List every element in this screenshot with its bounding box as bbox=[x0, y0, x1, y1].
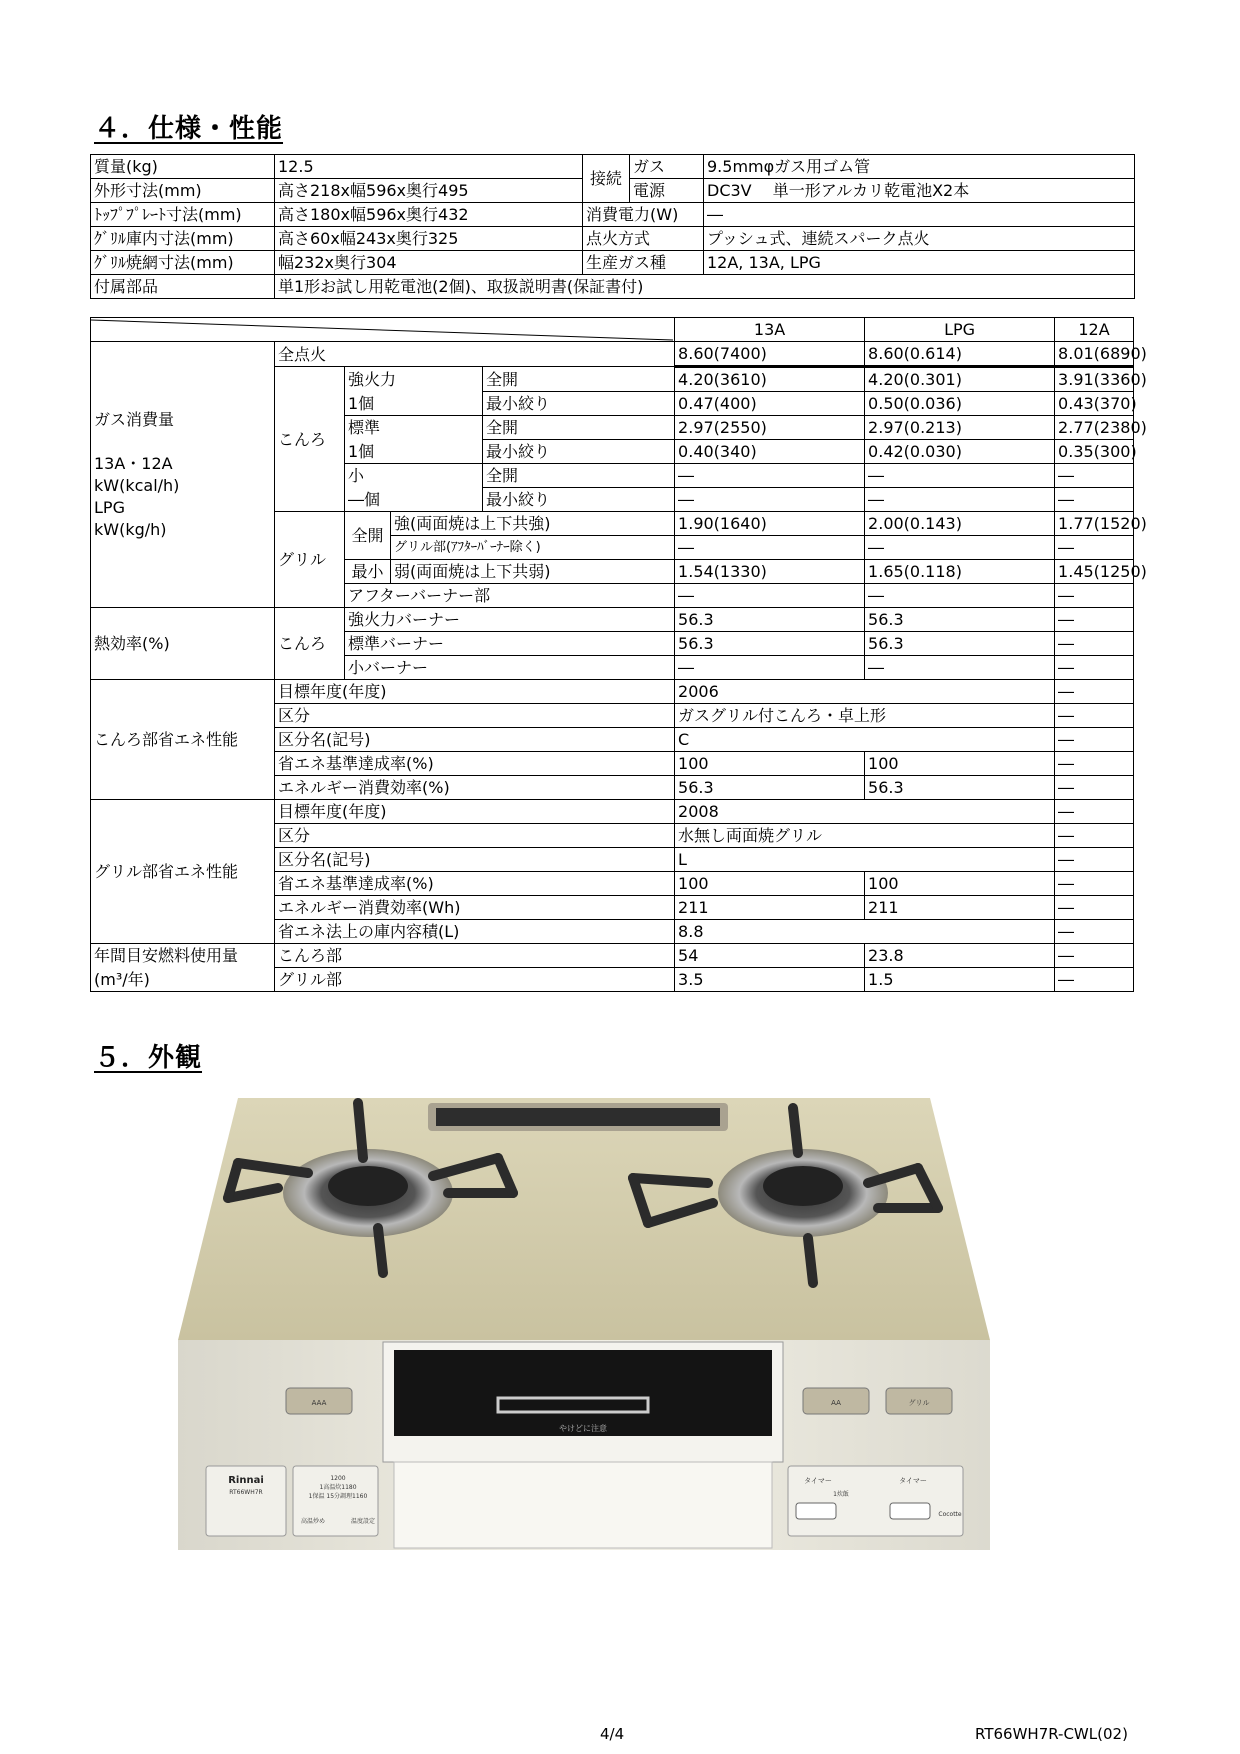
cell: ― bbox=[1055, 968, 1134, 992]
cell: ― bbox=[675, 536, 865, 560]
connection-label: 接続 bbox=[583, 155, 630, 203]
cell: ― bbox=[1055, 752, 1134, 776]
cocotte-logo: Cocotte bbox=[938, 1511, 962, 1518]
cell: 56.3 bbox=[675, 632, 865, 656]
row-name: 目標年度(年度) bbox=[275, 680, 675, 704]
cell: ― bbox=[1055, 920, 1134, 944]
vent-grate bbox=[436, 1108, 720, 1126]
cell: ― bbox=[865, 488, 1055, 512]
diagonal-line bbox=[91, 318, 673, 342]
row-name: グリル部 bbox=[275, 968, 675, 992]
grill-weak-label: 弱(両面焼は上下共弱) bbox=[391, 560, 675, 584]
gas-type-value: 12A, 13A, LPG bbox=[704, 251, 1135, 275]
cell: 1.54(1330) bbox=[675, 560, 865, 584]
grill-inner-label: ｸﾞﾘﾙ庫内寸法(mm) bbox=[91, 227, 275, 251]
cell: 2008 bbox=[675, 800, 1055, 824]
row-name: 省エネ基準達成率(%) bbox=[275, 872, 675, 896]
row-name: 区分名(記号) bbox=[275, 848, 675, 872]
document-code: RT66WH7R-CWL(02) bbox=[975, 1725, 1128, 1743]
cell: ― bbox=[1055, 464, 1134, 488]
brand-logo: Rinnai bbox=[228, 1475, 264, 1486]
small-label: 小 bbox=[345, 464, 483, 488]
grill-drawer bbox=[394, 1462, 772, 1548]
cell: 8.60(0.614) bbox=[865, 342, 1055, 367]
middle-knob-label: AA bbox=[831, 1399, 841, 1407]
row-name: こんろ部 bbox=[275, 944, 675, 968]
cell: 2.97(0.213) bbox=[865, 416, 1055, 440]
right-knob-label: グリル bbox=[908, 1399, 930, 1407]
unit-line-3: LPG bbox=[94, 497, 125, 517]
cell: 4.20(0.301) bbox=[865, 367, 1055, 392]
header-13a: 13A bbox=[675, 318, 865, 342]
cell: 0.43(370) bbox=[1055, 392, 1134, 416]
annual-unit: (m³/年) bbox=[91, 968, 275, 992]
konro-label: こんろ bbox=[275, 367, 345, 512]
ignition-value: プッシュ式、連続スパーク点火 bbox=[704, 227, 1135, 251]
grill-full-label: 全開 bbox=[345, 512, 391, 560]
watt-label: 消費電力(W) bbox=[583, 203, 704, 227]
grill-net-label: ｸﾞﾘﾙ焼網寸法(mm) bbox=[91, 251, 275, 275]
grill-part-label: グリル部(ｱﾌﾀｰﾊﾞｰﾅｰ除く) bbox=[391, 536, 675, 560]
panel-line-3: 1保温 15分調理1160 bbox=[308, 1493, 368, 1500]
min-label: 最小絞り bbox=[483, 392, 675, 416]
panel-btn-2[interactable]: 温度設定 bbox=[350, 1518, 376, 1525]
cell: 2006 bbox=[675, 680, 1055, 704]
cell: 4.20(3610) bbox=[675, 367, 865, 392]
min-label: 最小絞り bbox=[483, 440, 675, 464]
after-burner-label: アフターバーナー部 bbox=[345, 584, 675, 608]
grill-strong-label: 強(両面焼は上下共強) bbox=[391, 512, 675, 536]
standard-count: 1個 bbox=[345, 440, 483, 464]
row-name: エネルギー消費効率(Wh) bbox=[275, 896, 675, 920]
gas-type-label: 生産ガス種 bbox=[583, 251, 704, 275]
header-12a: 12A bbox=[1055, 318, 1134, 342]
cell: ― bbox=[1055, 704, 1134, 728]
section-title-spec: ４．仕様・性能 bbox=[94, 114, 284, 144]
timer-1-buttons[interactable] bbox=[796, 1503, 836, 1519]
min-label: 最小絞り bbox=[483, 488, 675, 512]
grill-min-label: 最小 bbox=[345, 560, 391, 584]
cell: ― bbox=[1055, 608, 1134, 632]
cell: 水無し両面焼グリル bbox=[675, 824, 1055, 848]
cell: ― bbox=[865, 536, 1055, 560]
cell: 56.3 bbox=[675, 608, 865, 632]
timer-label-2: タイマー bbox=[899, 1477, 927, 1485]
dims-value: 高さ218x幅596x奥行495 bbox=[275, 179, 583, 203]
cell: 8.8 bbox=[675, 920, 1055, 944]
gas-conn-label: ガス bbox=[630, 155, 704, 179]
cell: 8.01(6890) bbox=[1055, 342, 1134, 367]
cell: ― bbox=[675, 464, 865, 488]
cell: 0.50(0.036) bbox=[865, 392, 1055, 416]
cell: 100 bbox=[675, 872, 865, 896]
top-label: ﾄｯﾌﾟﾌﾟﾚｰﾄ寸法(mm) bbox=[91, 203, 275, 227]
unit-line-2: kW(kcal/h) bbox=[94, 475, 180, 495]
cell: 3.91(3360) bbox=[1055, 367, 1134, 392]
grill-label: グリル bbox=[275, 512, 345, 608]
strong-count: 1個 bbox=[345, 392, 483, 416]
cell: ― bbox=[675, 488, 865, 512]
row-name: 標準バーナー bbox=[345, 632, 675, 656]
cell: 0.47(400) bbox=[675, 392, 865, 416]
full-label: 全開 bbox=[483, 416, 675, 440]
cell: ― bbox=[1055, 632, 1134, 656]
cell: 0.42(0.030) bbox=[865, 440, 1055, 464]
ignition-label: 点火方式 bbox=[583, 227, 704, 251]
row-name: 省エネ法上の庫内容積(L) bbox=[275, 920, 675, 944]
cell: C bbox=[675, 728, 1055, 752]
cell: 1.45(1250) bbox=[1055, 560, 1134, 584]
cell: ― bbox=[1055, 848, 1134, 872]
cell: ― bbox=[1055, 872, 1134, 896]
gas-consumption-title: ガス消費量 bbox=[94, 409, 175, 429]
row-name: 小バーナー bbox=[345, 656, 675, 680]
row-name: 目標年度(年度) bbox=[275, 800, 675, 824]
unit-line-4: kW(kg/h) bbox=[94, 519, 167, 539]
cell: ― bbox=[1055, 488, 1134, 512]
cell: 100 bbox=[675, 752, 865, 776]
stove-image bbox=[178, 1098, 988, 1618]
performance-table bbox=[90, 317, 1147, 992]
header-diagonal bbox=[91, 318, 675, 342]
cell: 2.00(0.143) bbox=[865, 512, 1055, 536]
cell: 56.3 bbox=[865, 632, 1055, 656]
cell: ― bbox=[675, 584, 865, 608]
mass-value: 12.5 bbox=[275, 155, 583, 179]
gas-conn-value: 9.5mmφガス用ゴム管 bbox=[704, 155, 1135, 179]
grill-inner-value: 高さ60x幅243x奥行325 bbox=[275, 227, 583, 251]
cell: 56.3 bbox=[865, 608, 1055, 632]
cell: ― bbox=[1055, 728, 1134, 752]
cell: ― bbox=[865, 464, 1055, 488]
strong-label: 強火力 bbox=[345, 367, 483, 392]
grill-energy-label: グリル部省エネ性能 bbox=[91, 800, 275, 944]
accessory-value: 単1形お試し用乾電池(2個)、取扱説明書(保証書付) bbox=[275, 275, 1135, 299]
efficiency-konro-label: こんろ bbox=[275, 608, 345, 680]
all-fire-label: 全点火 bbox=[275, 342, 675, 367]
header-lpg: LPG bbox=[865, 318, 1055, 342]
cell: 1.77(1520) bbox=[1055, 512, 1134, 536]
cell: ― bbox=[1055, 776, 1134, 800]
cell: 2.77(2380) bbox=[1055, 416, 1134, 440]
cook-label: 1炊飯 bbox=[833, 1491, 849, 1498]
cell: 0.35(300) bbox=[1055, 440, 1134, 464]
efficiency-label: 熱効率(%) bbox=[91, 608, 275, 680]
cell: ― bbox=[1055, 800, 1134, 824]
standard-label: 標準 bbox=[345, 416, 483, 440]
cell: 3.5 bbox=[675, 968, 865, 992]
cell: 8.60(7400) bbox=[675, 342, 865, 367]
row-name: エネルギー消費効率(%) bbox=[275, 776, 675, 800]
cell: ― bbox=[1055, 584, 1134, 608]
small-count: ―個 bbox=[345, 488, 483, 512]
cell: ― bbox=[1055, 680, 1134, 704]
full-label: 全開 bbox=[483, 464, 675, 488]
annual-label: 年間目安燃料使用量 bbox=[91, 944, 275, 968]
gas-consumption-label bbox=[91, 342, 275, 608]
unit-line-1: 13A・12A bbox=[94, 453, 173, 473]
cell: L bbox=[675, 848, 1055, 872]
row-name: 強火力バーナー bbox=[345, 608, 675, 632]
cell: 23.8 bbox=[865, 944, 1055, 968]
cell: ガスグリル付こんろ・卓上形 bbox=[675, 704, 1055, 728]
watt-value: ― bbox=[704, 203, 1135, 227]
timer-2-buttons[interactable] bbox=[890, 1503, 930, 1519]
cell: 211 bbox=[675, 896, 865, 920]
cell: 0.40(340) bbox=[675, 440, 865, 464]
accessory-label: 付属部品 bbox=[91, 275, 275, 299]
cell: 100 bbox=[865, 872, 1055, 896]
row-name: 区分 bbox=[275, 824, 675, 848]
model-label: RT66WH7R bbox=[229, 1489, 263, 1496]
grill-net-value: 幅232x奥行304 bbox=[275, 251, 583, 275]
cell: 211 bbox=[865, 896, 1055, 920]
cell: ― bbox=[865, 656, 1055, 680]
cell: 56.3 bbox=[865, 776, 1055, 800]
cell: ― bbox=[1055, 536, 1134, 560]
panel-line-2: 1高温炊1180 bbox=[319, 1484, 357, 1491]
top-value: 高さ180x幅596x奥行432 bbox=[275, 203, 583, 227]
section-title-appearance: ５．外観 bbox=[94, 1043, 203, 1073]
cell: ― bbox=[1055, 944, 1134, 968]
cell: ― bbox=[1055, 896, 1134, 920]
row-name: 区分 bbox=[275, 704, 675, 728]
dims-label: 外形寸法(mm) bbox=[91, 179, 275, 203]
cell: ― bbox=[1055, 824, 1134, 848]
grill-warning-text: やけどに注意 bbox=[559, 1424, 607, 1433]
spec-table bbox=[90, 154, 1135, 299]
konro-energy-label: こんろ部省エネ性能 bbox=[91, 680, 275, 800]
cell: ― bbox=[865, 584, 1055, 608]
cell: ― bbox=[675, 656, 865, 680]
cell: 2.97(2550) bbox=[675, 416, 865, 440]
power-value: DC3V 単一形アルカリ乾電池X2本 bbox=[704, 179, 1135, 203]
cell: 100 bbox=[865, 752, 1055, 776]
cell: 1.5 bbox=[865, 968, 1055, 992]
cell: ― bbox=[1055, 656, 1134, 680]
cell: 1.65(0.118) bbox=[865, 560, 1055, 584]
panel-btn-1[interactable]: 高温炒め bbox=[300, 1518, 326, 1525]
right-burner-cap bbox=[763, 1166, 843, 1206]
timer-label-1: タイマー bbox=[804, 1477, 832, 1485]
left-burner-cap bbox=[328, 1166, 408, 1206]
mass-label: 質量(kg) bbox=[91, 155, 275, 179]
cell: 1.90(1640) bbox=[675, 512, 865, 536]
row-name: 区分名(記号) bbox=[275, 728, 675, 752]
cell: 56.3 bbox=[675, 776, 865, 800]
panel-line-1: 1200 bbox=[330, 1475, 346, 1482]
row-name: 省エネ基準達成率(%) bbox=[275, 752, 675, 776]
left-knob-label: AAA bbox=[311, 1399, 327, 1407]
power-label: 電源 bbox=[630, 179, 704, 203]
page-number: 4/4 bbox=[600, 1725, 625, 1743]
cell: 54 bbox=[675, 944, 865, 968]
full-label: 全開 bbox=[483, 367, 675, 392]
